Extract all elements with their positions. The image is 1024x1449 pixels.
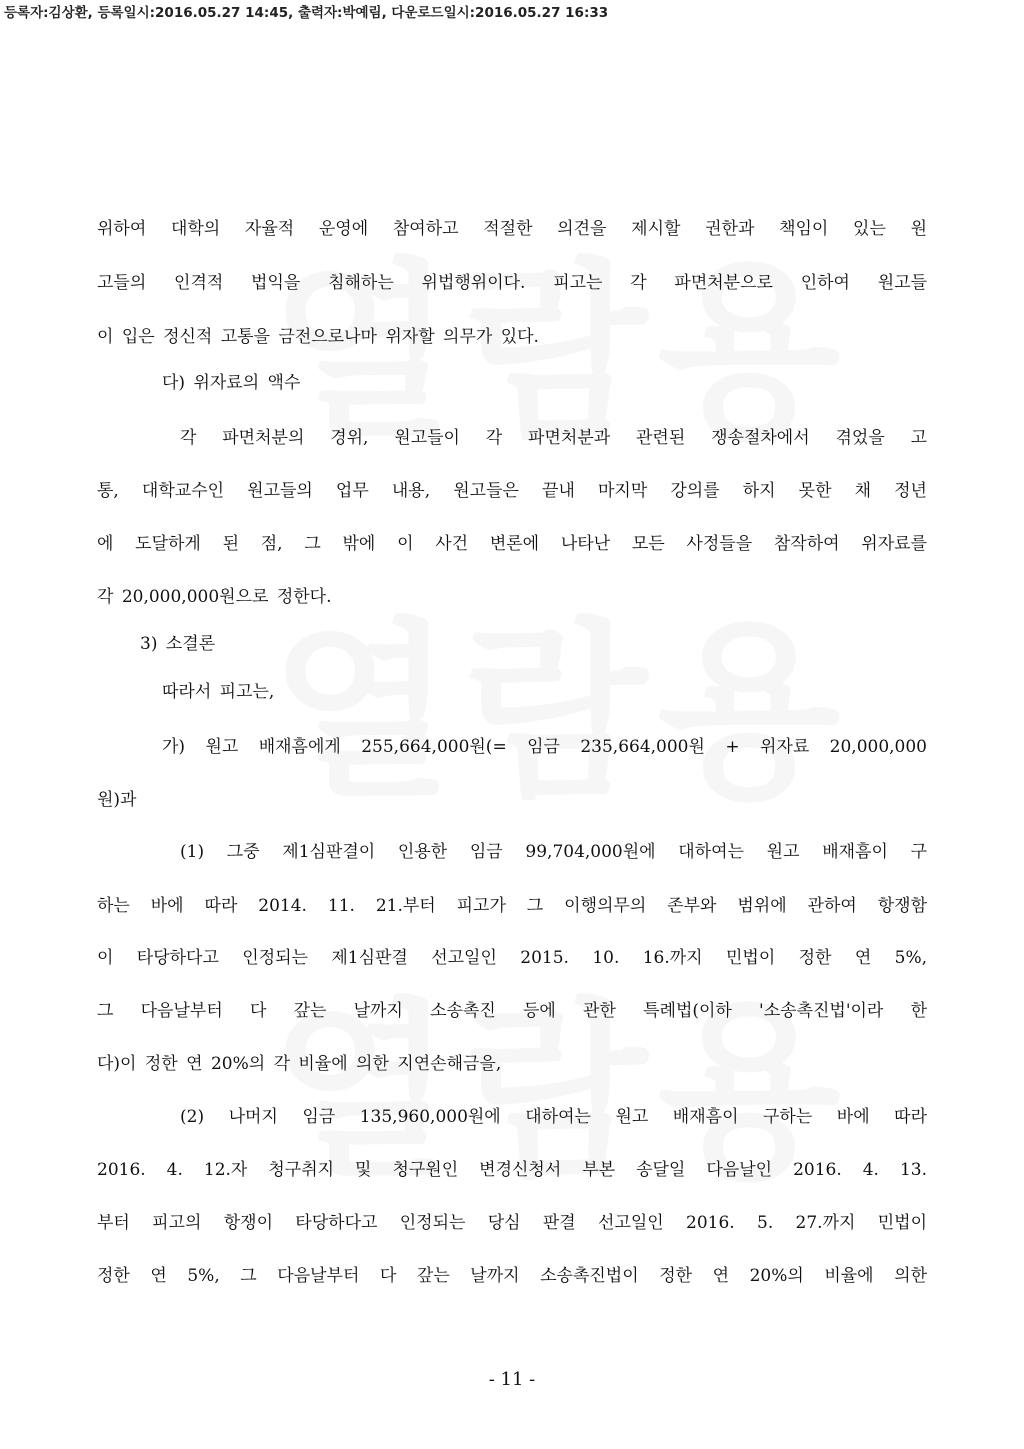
body-line: (2) 나머지 임금 135,960,000원에 대하여는 원고 배재흠이 구하는 바에 따라 bbox=[180, 1107, 927, 1127]
download-info-header: 등록자:김상환, 등록일시:2016.05.27 14:45, 출력자:박예림, 다운로드일시:2016.05.27 16:33 bbox=[4, 5, 609, 21]
body-line: 그 다음날부터 다 갚는 날까지 소송촉진 등에 관한 특례법(이하 '소송촉진법'이라 한 bbox=[97, 1001, 927, 1021]
body-line: 각 파면처분의 경위, 원고들이 각 파면처분과 관련된 쟁송절차에서 겪었을 고 bbox=[180, 428, 927, 448]
body-line: 이 입은 정신적 고통을 금전으로나마 위자할 의무가 있다. bbox=[97, 327, 539, 347]
body-line: 위하여 대학의 자율적 운영에 참여하고 적절한 의견을 제시할 권한과 책임이 있는 원 bbox=[97, 219, 927, 239]
body-line: 에 도달하게 된 점, 그 밖에 이 사건 변론에 나타난 모든 사정들을 참작하여 위자료를 bbox=[97, 534, 927, 554]
body-line: 하는 바에 따라 2014. 11. 21.부터 피고가 그 이행의무의 존부와 범위에 관하여 항쟁함 bbox=[97, 896, 927, 916]
body-line: 2016. 4. 12.자 청구취지 및 청구원인 변경신청서 부본 송달일 다음날인 2016. 4. 13. bbox=[97, 1160, 927, 1180]
body-line: 부터 피고의 항쟁이 타당하다고 인정되는 당심 판결 선고일인 2016. 5. 27.까지 민법이 bbox=[97, 1213, 927, 1233]
body-line: 다)이 정한 연 20%의 각 비율에 의한 지연손해금을, bbox=[97, 1054, 502, 1074]
page-number: - 11 - bbox=[488, 1369, 536, 1390]
section-heading: 3) 소결론 bbox=[140, 634, 216, 654]
body-line: (1) 그중 제1심판결이 인용한 임금 99,704,000원에 대하여는 원고 배재흠이 구 bbox=[180, 842, 927, 862]
body-line: 가) 원고 배재흠에게 255,664,000원(= 임금 235,664,000원 + 위자료 20,000,000 bbox=[162, 737, 927, 757]
body-line: 통, 대학교수인 원고들의 업무 내용, 원고들은 끝내 마지막 강의를 하지 못한 채 정년 bbox=[97, 481, 927, 501]
body-line: 이 타당하다고 인정되는 제1심판결 선고일인 2015. 10. 16.까지 민법이 정한 연 5%, bbox=[97, 948, 927, 968]
body-line: 각 20,000,000원으로 정한다. bbox=[97, 587, 332, 607]
body-line: 따라서 피고는, bbox=[162, 682, 275, 702]
section-heading: 다) 위자료의 액수 bbox=[162, 373, 301, 393]
body-line: 원)과 bbox=[97, 790, 137, 810]
body-line: 정한 연 5%, 그 다음날부터 다 갚는 날까지 소송촉진법이 정한 연 20%의 비율에 의한 bbox=[97, 1266, 927, 1286]
body-line: 고들의 인격적 법익을 침해하는 위법행위이다. 피고는 각 파면처분으로 인하여 원고들 bbox=[97, 273, 927, 293]
